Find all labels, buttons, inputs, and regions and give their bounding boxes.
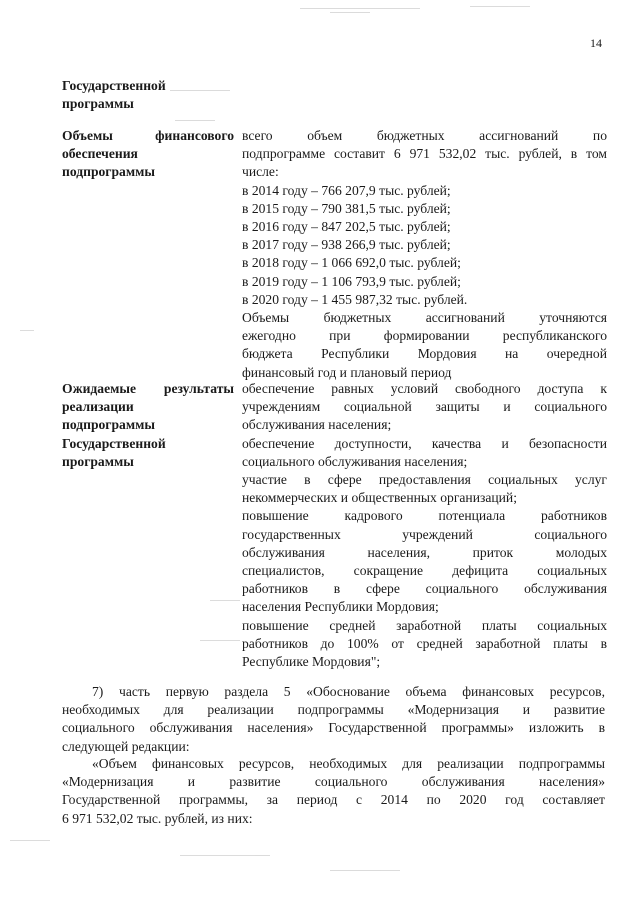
content-line: работников в сфере социального обслуживания [242,581,607,597]
row-label [62,127,234,182]
content-line: Объемы бюджетных ассигнований уточняются [242,310,607,326]
row-content [242,380,607,671]
content-line: населения Республики Мордовия; [242,599,439,615]
content-line: участие в сфере предоставления социальных услуг [242,472,607,488]
paragraph-line: необходимых для реализации подпрограммы «Модернизация и развитие [62,702,605,718]
content-line: в 2018 году – 1 066 692,0 тыс. рублей; [242,255,461,271]
content-line: специалистов, сокращение дефицита социальных [242,563,607,579]
content-line: некоммерческих и общественных организаций; [242,490,517,506]
content-line: финансовый год и плановый период [242,364,452,380]
content-line: в 2015 году – 790 381,5 тыс. рублей; [242,200,451,216]
content-line: учреждениям социальной защиты и социального [242,399,607,415]
label-line: Объемы финансового [62,128,234,143]
content-line: в 2016 году – 847 202,5 тыс. рублей; [242,219,451,235]
paragraph-line: 7) часть первую раздела 5 «Обоснование объема финансовых ресурсов, [92,684,605,699]
content-line: работников до 100% от средней заработной платы в [242,635,607,651]
label-line: подпрограммы [62,417,155,433]
row-label [62,380,234,471]
content-line: обслуживания населения, приток молодых [242,544,607,560]
label-line: Государственной [62,78,166,93]
content-line: государственных учреждений социального [242,526,607,542]
page-number: 14 [590,36,602,50]
content-line: в 2017 году – 938 266,9 тыс. рублей; [242,237,451,253]
content-line: повышение средней заработной платы социальных [242,617,607,633]
content-line: всего объем бюджетных ассигнований по [242,128,607,143]
row-content [242,127,607,382]
row-label [62,77,234,113]
content-line: Республике Мордовия"; [242,654,381,670]
paragraph-line: социального обслуживания населения» Государственной программы» изложить в [62,720,605,736]
content-line: повышение кадрового потенциала работников [242,508,607,524]
paragraph-line: следующей редакции: [62,738,190,754]
content-line: числе: [242,164,279,180]
quoted-paragraph [62,755,605,828]
content-line: ежегодно при формировании республиканского [242,328,607,344]
paragraph-line: «Модернизация и развитие социального обслуживания населения» [62,774,605,790]
label-line: обеспечения [62,146,138,162]
content-line: в 2014 году – 766 207,9 тыс. рублей; [242,182,451,198]
paragraph-line: Государственной программы, за период с 2014 по 2020 год составляет [62,792,605,808]
content-line: обеспечение равных условий свободного доступа к [242,381,607,396]
label-line: Государственной [62,435,166,451]
content-line: в 2020 году – 1 455 987,32 тыс. рублей. [242,291,468,307]
content-line: обслуживания населения; [242,417,392,433]
label-line: программы [62,96,134,112]
content-line: бюджета Республики Мордовия на очередной [242,346,607,362]
label-line: подпрограммы [62,164,155,180]
label-line: реализации [62,399,134,415]
content-line: социального обслуживания населения; [242,453,468,469]
content-line: подпрограмме составит 6 971 532,02 тыс. рублей, в том [242,146,607,162]
paragraph-line: «Объем финансовых ресурсов, необходимых для реализации подпрограммы [92,756,605,771]
amendment-paragraph-7 [62,683,605,756]
content-line: в 2019 году – 1 106 793,9 тыс. рублей; [242,273,461,289]
paragraph-line: 6 971 532,02 тыс. рублей, из них: [62,810,253,826]
content-line: обеспечение доступности, качества и безопасности [242,435,607,451]
label-line: Ожидаемые результаты [62,381,234,396]
label-line: программы [62,453,134,469]
